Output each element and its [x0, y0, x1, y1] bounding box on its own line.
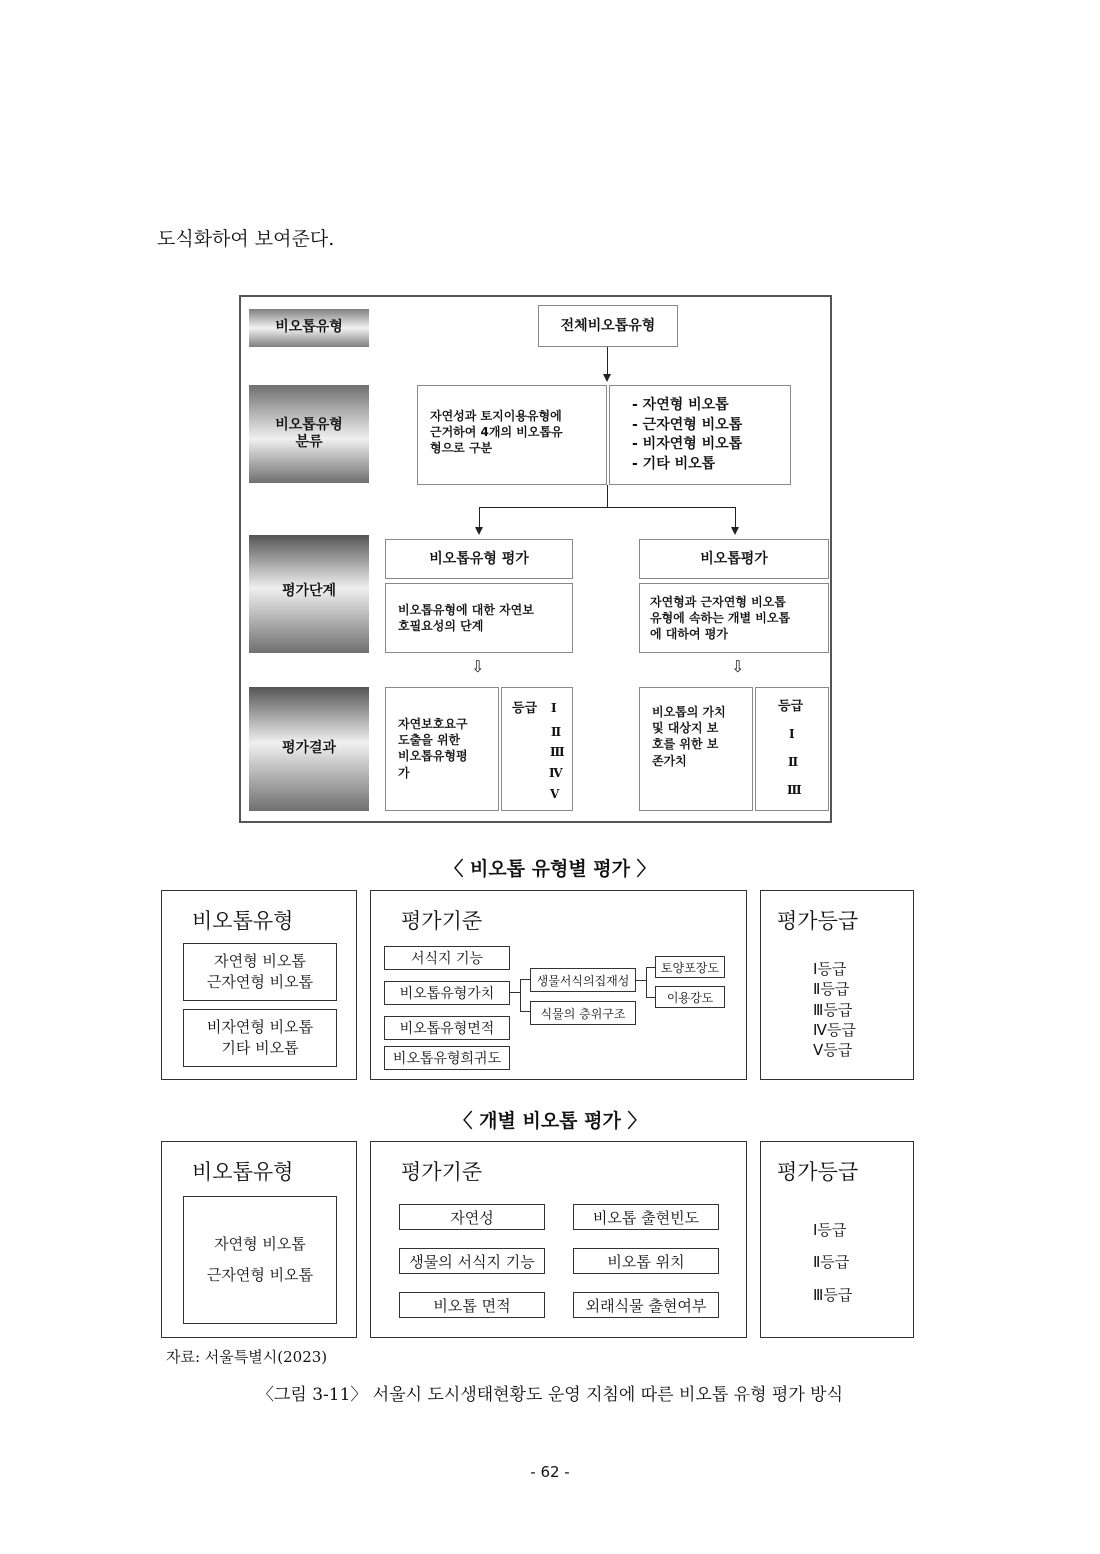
fig2-criteria-panel — [370, 890, 747, 1080]
right-grade-1: Ⅰ — [789, 727, 795, 741]
row-label-eval-stage: 평가단계 — [249, 535, 369, 653]
left-grade-4: Ⅳ — [549, 766, 563, 780]
biotope-type-eval-head: 비오톱유형 평가 — [385, 539, 573, 579]
fig3-criteria-panel — [370, 1141, 747, 1338]
classification-list: - 자연형 비오톱 - 근자연형 비오톱 - 비자연형 비오톱 - 기타 비오톱 — [609, 385, 791, 485]
figure3-title: 〈 개별 비오톱 평가 〉 — [453, 1110, 647, 1132]
fig3-criterion-5: 비오톱 면적 — [399, 1292, 545, 1318]
fig2-grade-list — [813, 959, 856, 1060]
fig2-grade-2: Ⅱ등급 — [813, 980, 850, 999]
fig3-grade-list — [813, 1214, 852, 1311]
left-grade-1: Ⅰ — [551, 701, 557, 715]
right-result-desc: 비오톱의 가치 및 대상지 보 호를 위한 보 존가치 — [639, 687, 753, 811]
figure-caption: 〈그림 3-11〉 서울시 도시생태현황도 운영 지침에 따른 비오톱 유형 평가 방식 — [256, 1385, 844, 1405]
fig2-types-b: 비자연형 비오톱 기타 비오톱 — [183, 1009, 337, 1067]
fig2-sub-sub-criterion-1: 토양포장도 — [655, 956, 725, 978]
fig2-type-panel — [161, 890, 357, 1080]
fig2-sub-criterion-2: 식물의 층위구조 — [530, 1001, 636, 1025]
fig3-grade-2: Ⅱ등급 — [813, 1253, 850, 1272]
fig2-sub-criterion-1: 생물서식의집재성 — [530, 968, 636, 992]
fig2-grade-1: Ⅰ등급 — [813, 960, 847, 978]
fig2-grade-5: Ⅴ등급 — [813, 1041, 853, 1059]
fig2-types-a: 자연형 비오톱 근자연형 비오톱 — [183, 943, 337, 1001]
biotope-eval-desc: 자연형과 근자연형 비오톱 유형에 속하는 개별 비오톱 에 대하여 평가 — [639, 583, 829, 653]
fig2-grade-4: Ⅳ등급 — [813, 1020, 856, 1039]
fig2-criterion-2: 비오톱유형가치 — [384, 981, 510, 1005]
fig2-criterion-4: 비오톱유형희귀도 — [384, 1046, 510, 1070]
fig2-criteria-head: 평가기준 — [401, 909, 483, 933]
right-grade-3: Ⅲ — [787, 783, 802, 797]
page-number: - 62 - — [530, 1463, 570, 1481]
fig2-criterion-3: 비오톱유형면적 — [384, 1016, 510, 1040]
source-note: 자료: 서울특별시(2023) — [166, 1348, 328, 1366]
fig3-criterion-3: 생물의 서식지 기능 — [399, 1248, 545, 1274]
fig3-criteria-head: 평가기준 — [401, 1160, 483, 1184]
left-grade-5: Ⅴ — [550, 787, 560, 801]
biotope-flow-diagram — [239, 295, 832, 823]
fig3-criterion-1: 자연성 — [399, 1204, 545, 1230]
classification-description: 자연성과 토지이용유형에 근거하여 4개의 비오톱유 형으로 구분 — [417, 385, 607, 485]
fig2-type-head: 비오톱유형 — [192, 909, 294, 933]
down-arrow-icon: ⇩ — [471, 657, 485, 676]
left-grade-box — [501, 687, 573, 811]
fig2-grade-3: Ⅲ등급 — [813, 1000, 853, 1019]
right-grade-box — [755, 687, 829, 811]
biotope-eval-head: 비오톱평가 — [639, 539, 829, 579]
figure2-title: 〈 비오톱 유형별 평가 〉 — [444, 858, 656, 880]
fig3-grade-head: 평가등급 — [777, 1160, 859, 1184]
row-label-eval-result: 평가결과 — [249, 687, 369, 811]
left-result-desc: 자연보호요구 도출을 위한 비오톱유형평 가 — [385, 687, 499, 811]
fig2-criterion-1: 서식지 기능 — [384, 946, 510, 970]
right-grade-label: 등급 — [778, 699, 804, 714]
fig3-type-panel — [161, 1141, 357, 1338]
row-label-classification: 비오톱유형 분류 — [249, 385, 369, 483]
all-biotope-types-box: 전체비오톱유형 — [538, 305, 678, 347]
fig2-grade-head: 평가등급 — [777, 909, 859, 933]
fig3-type-head: 비오톱유형 — [192, 1160, 294, 1184]
row-label-biotope-type: 비오톱유형 — [249, 309, 369, 347]
fig3-grade-1: Ⅰ등급 — [813, 1221, 847, 1239]
fig3-criterion-2: 비오톱 출현빈도 — [573, 1204, 719, 1230]
fig2-sub-sub-criterion-2: 이용강도 — [655, 986, 725, 1008]
biotope-type-eval-desc: 비오톱유형에 대한 자연보 호필요성의 단계 — [385, 583, 573, 653]
down-arrow-icon: ⇩ — [731, 657, 745, 676]
fig3-grade-3: Ⅲ등급 — [813, 1285, 853, 1304]
left-grade-2: Ⅱ — [551, 725, 562, 739]
intro-text: 도식화하여 보여준다. — [157, 228, 335, 250]
left-grade-label: 등급 — [512, 701, 538, 716]
fig3-types: 자연형 비오톱 근자연형 비오톱 — [183, 1196, 337, 1324]
fig2-grade-panel — [760, 890, 914, 1080]
fig3-criterion-4: 비오톱 위치 — [573, 1248, 719, 1274]
fig3-grade-panel — [760, 1141, 914, 1338]
left-grade-3: Ⅲ — [550, 745, 565, 759]
right-grade-2: Ⅱ — [788, 755, 799, 769]
fig3-criterion-6: 외래식물 출현여부 — [573, 1292, 719, 1318]
